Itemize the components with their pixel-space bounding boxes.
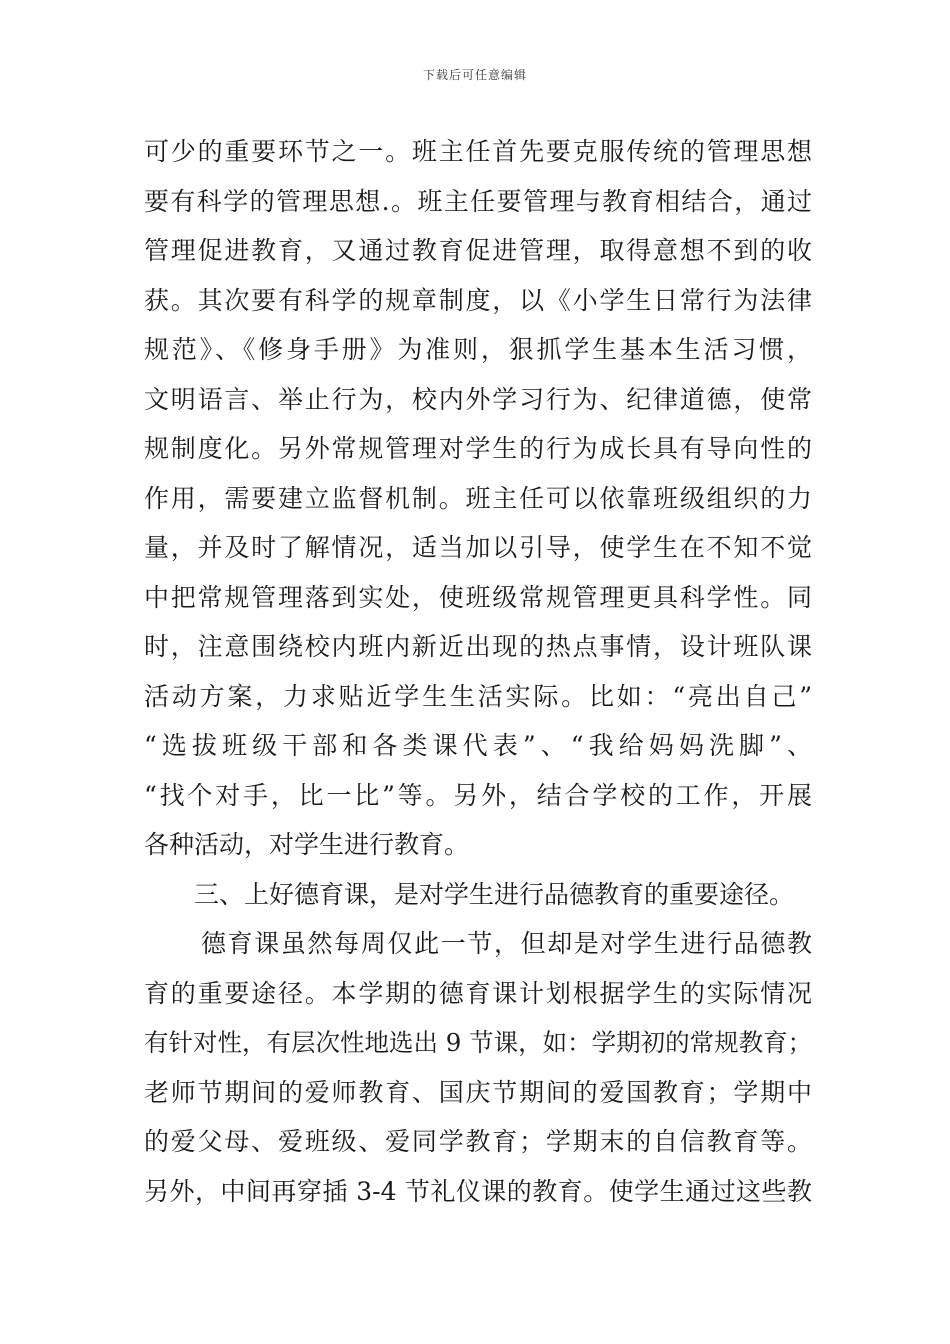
text-line: 时，注意围绕校内班内新近出现的热点事情，设计班队课: [144, 632, 812, 661]
text-line: “找个对手，比一比”等。另外，结合学校的工作，开展: [144, 780, 812, 810]
text-line: 德育课虽然每周仅此一节，但却是对学生进行品德教: [201, 929, 812, 958]
section-heading: 三、上好德育课，是对学生进行品德教育的重要途径。: [194, 879, 795, 909]
text-line: 另外，中间再穿插 3-4 节礼仪课的教育。使学生通过这些教: [144, 1176, 812, 1206]
document-body: [144, 127, 812, 1216]
text-line: 管理促进教育，又通过教育促进管理，取得意想不到的收: [144, 236, 812, 265]
text-line: 作用，需要建立监督机制。班主任可以依靠班级组织的力: [144, 483, 812, 513]
text-line: 的爱父母、爱班级、爱同学教育；学期末的自信教育等。: [144, 1127, 812, 1156]
text-line: 规制度化。另外常规管理对学生的行为成长具有导向性的: [144, 434, 812, 463]
text-line: 各种活动，对学生进行教育。: [144, 830, 470, 859]
text-line: 规范》、《修身手册》为准则，狠抓学生基本生活习惯，: [144, 335, 812, 364]
text-line: 可少的重要环节之一。班主任首先要克服传统的管理思想: [144, 137, 812, 166]
text-line: 文明语言、举止行为，校内外学习行为、纪律道德，使常: [144, 384, 812, 414]
text-line: 要有科学的管理思想.。班主任要管理与教育相结合，通过: [144, 186, 812, 216]
text-line: 育的重要途径。本学期的德育课计划根据学生的实际情况: [144, 978, 812, 1008]
text-line: 中把常规管理落到实处，使班级常规管理更具科学性。同: [144, 582, 812, 612]
text-line: 有针对性，有层次性地选出 9 节课，如：学期初的常规教育；: [144, 1028, 812, 1057]
text-line: 获。其次要有科学的规章制度，以《小学生日常行为法律: [144, 285, 812, 315]
page-header: 下载后可任意编辑: [422, 68, 527, 82]
text-line: 活动方案，力求贴近学生生活实际。比如：“亮出自己”: [144, 681, 812, 711]
text-line: 老师节期间的爱师教育、国庆节期间的爱国教育；学期中: [144, 1077, 812, 1107]
text-line: 量，并及时了解情况，适当加以引导，使学生在不知不觉: [144, 533, 812, 562]
text-line: “选拔班级干部和各类课代表”、“我给妈妈洗脚”、: [144, 731, 812, 760]
